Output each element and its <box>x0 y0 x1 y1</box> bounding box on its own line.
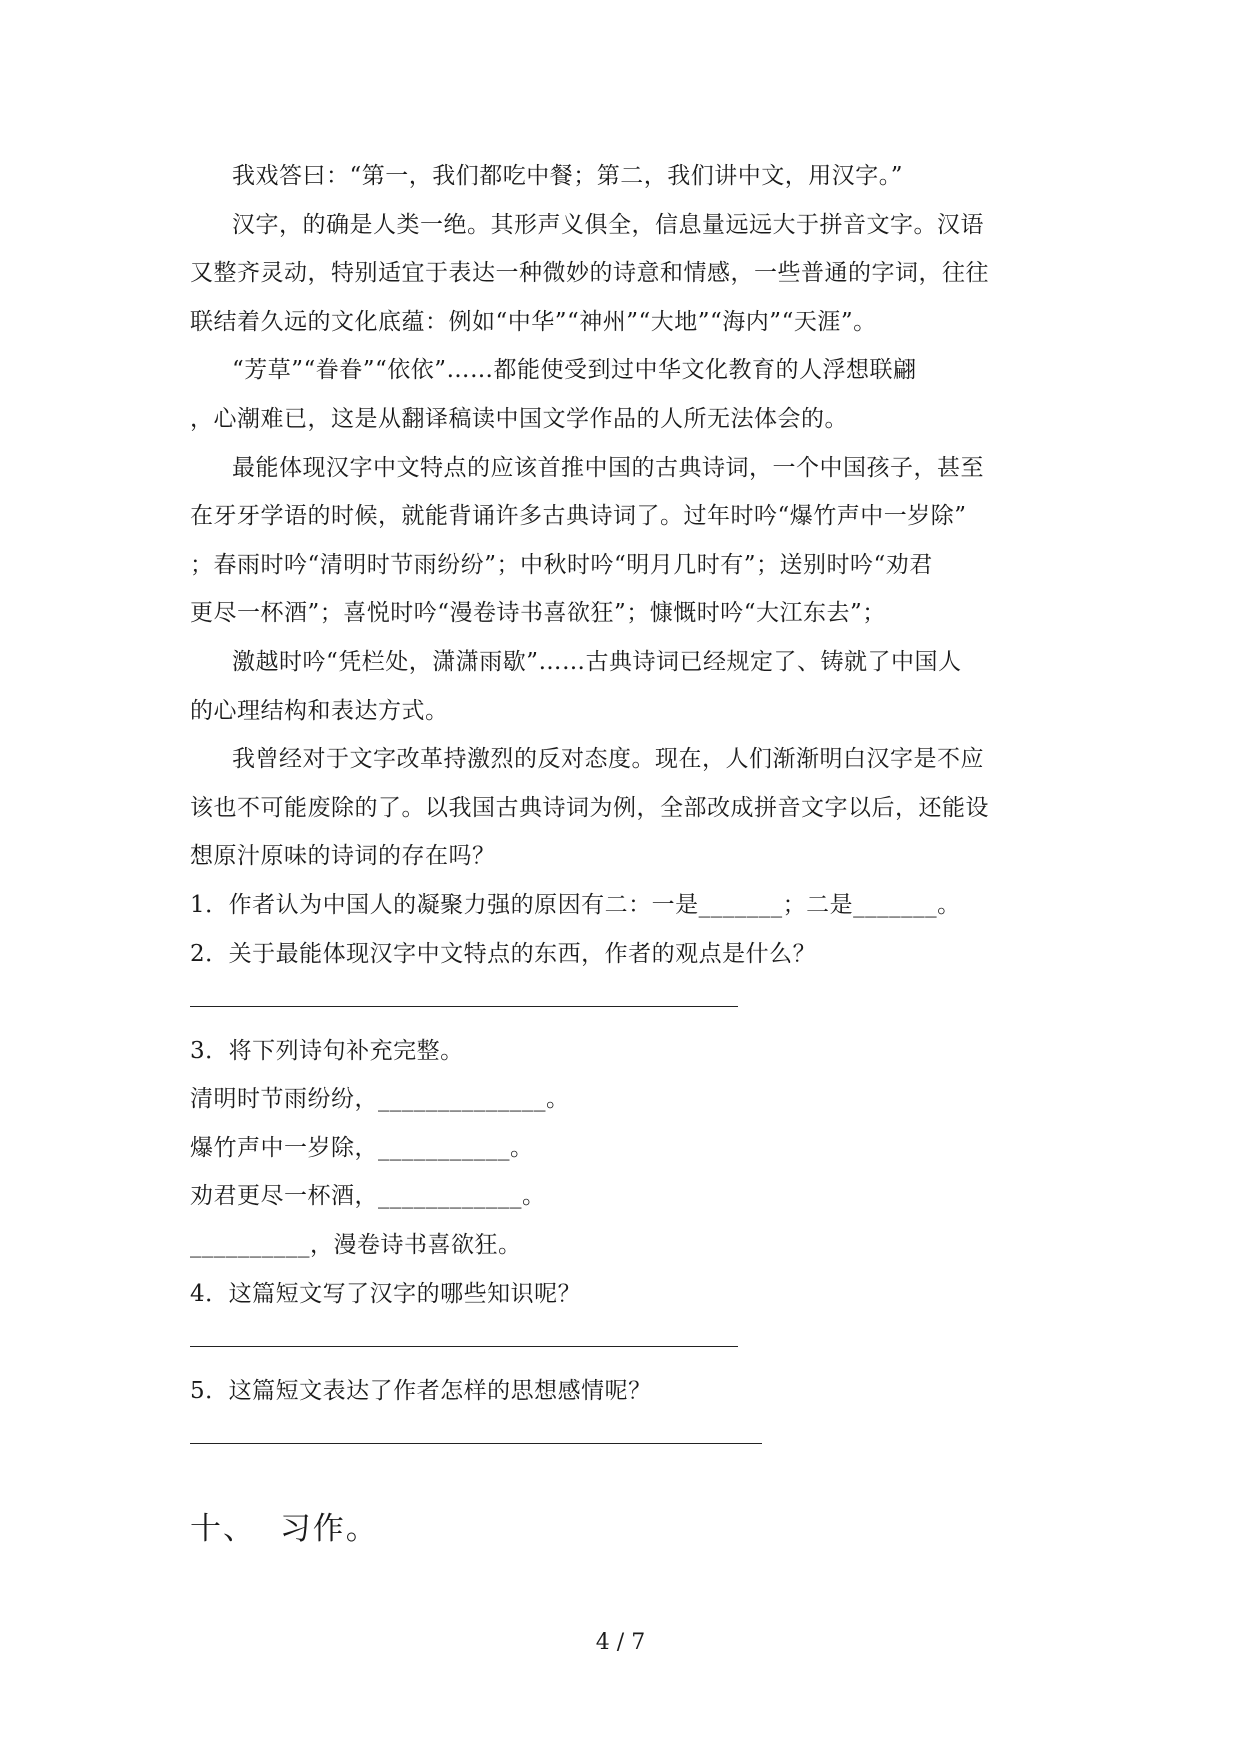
passage-line: ，心潮难已，这是从翻译稿读中国文学作品的人所无法体会的。 <box>190 405 848 432</box>
poem-line-2: 爆竹声中一岁除，___________。 <box>190 1134 534 1161</box>
question-4: 4．这篇短文写了汉字的哪些知识呢？ <box>190 1280 582 1307</box>
section-title: 十、 习作。 <box>190 1511 379 1547</box>
question-2: 2．关于最能体现汉字中文特点的东西，作者的观点是什么？ <box>190 940 817 967</box>
questions <box>190 881 1050 1464</box>
passage-line: 最能体现汉字中文特点的应该首推中国的古典诗词，一个中国孩子，甚至 <box>232 454 984 481</box>
passage-line: ；春雨时吟“清明时节雨纷纷”；中秋时吟“明月几时有”；送别时吟“劝君 <box>190 551 933 578</box>
passage-and-questions <box>190 152 1050 1464</box>
answer-line-2[interactable] <box>190 978 1050 1027</box>
page-number: 4 / 7 <box>595 1630 646 1655</box>
passage-line: 在牙牙学语的时候，就能背诵许多古典诗词了。过年时吟“爆竹声中一岁除” <box>190 503 967 530</box>
answer-line-4[interactable] <box>190 1318 1050 1367</box>
passage-line: “芳草”“眷眷”“依依”……都能使受到过中华文化教育的人浮想联翩 <box>232 357 917 384</box>
reading-passage <box>190 152 1050 881</box>
passage-line: 汉字，的确是人类一绝。其形声义俱全，信息量远远大于拼音文字。汉语 <box>232 211 984 238</box>
passage-line: 想原汁原味的诗词的存在吗？ <box>190 843 496 870</box>
passage-line: 的心理结构和表达方式。 <box>190 697 449 724</box>
question-1: 1．作者认为中国人的凝聚力强的原因有二：一是_______；二是_______。 <box>190 891 961 918</box>
passage-line: 我戏答曰：“第一，我们都吃中餐；第二，我们讲中文，用汉字。” <box>232 163 904 189</box>
poem-line-4: __________，漫卷诗书喜欲狂。 <box>190 1232 522 1259</box>
passage-line: 激越时吟“凭栏处，潇潇雨歇”……古典诗词已经规定了、铸就了中国人 <box>232 648 962 675</box>
passage-line: 我曾经对于文字改革持激烈的反对态度。现在，人们渐渐明白汉字是不应 <box>232 746 984 773</box>
passage-line: 更尽一杯酒”；喜悦时吟“漫卷诗书喜欲狂”；慷慨时吟“大江东去”； <box>190 600 886 627</box>
question-3: 3．将下列诗句补充完整。 <box>190 1037 464 1064</box>
poem-line-3: 劝君更尽一杯酒，____________。 <box>190 1183 546 1210</box>
passage-line: 又整齐灵动，特别适宜于表达一种微妙的诗意和情感，一些普通的字词，往往 <box>190 260 989 287</box>
poem-line-1: 清明时节雨纷纷，______________。 <box>190 1086 570 1113</box>
passage-line: 联结着久远的文化底蕴：例如“中华”“神州”“大地”“海内”“天涯”。 <box>190 308 877 335</box>
passage-line: 该也不可能废除的了。以我国古典诗词为例，全部改成拼音文字以后，还能设 <box>190 794 989 821</box>
answer-line-5[interactable] <box>190 1415 1050 1464</box>
question-5: 5．这篇短文表达了作者怎样的思想感情呢？ <box>190 1377 652 1404</box>
